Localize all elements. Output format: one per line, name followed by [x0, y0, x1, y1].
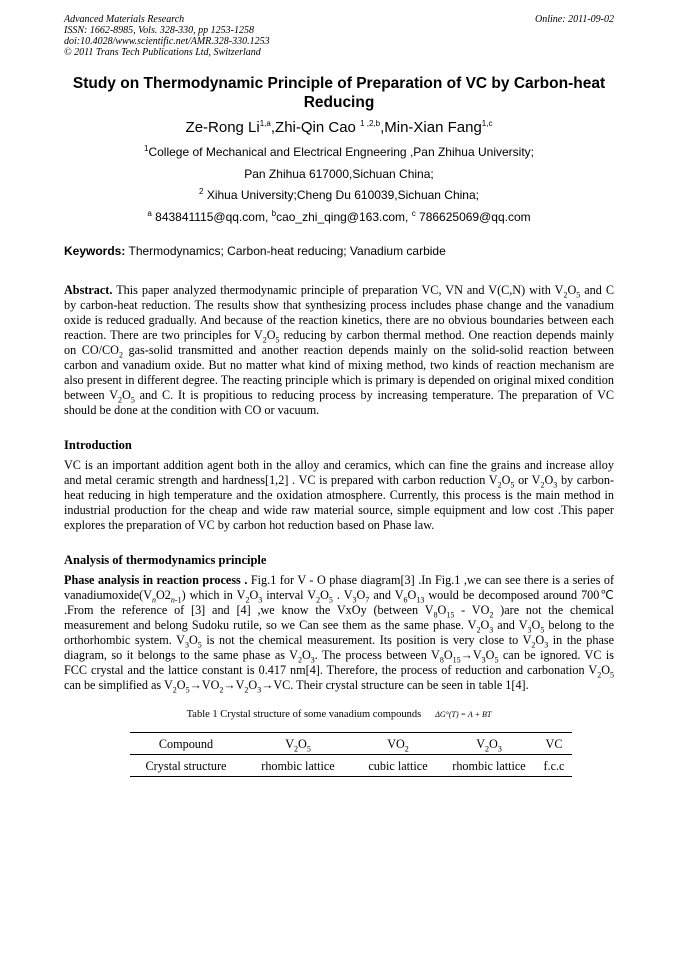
- table-header-cell: $V_2O_5$: [242, 733, 354, 755]
- table-cell: f.c.c: [536, 755, 572, 777]
- affiliation-1: $^1$College of Mechanical and Electrical Engneering ,Pan Zhihua University;: [144, 144, 534, 159]
- email-line: $^a$ 843841115@qq.com, $^b$cao_zhi_qing@163.com, $^c$ 786625069@qq.com: [147, 208, 531, 224]
- paper-title: Study on Thermodynamic Principle of Preparation of VC by Carbon-heat Reducing: [72, 75, 606, 111]
- issn-line: ISSN: 1662-8985, Vols. 328-330, pp 1253-1258: [64, 25, 254, 36]
- online-date: Online: 2011-09-02: [535, 14, 614, 25]
- table-header-cell: $VO_2$: [354, 733, 442, 755]
- table-caption: Table 1 Crystal structure of some vanadium compounds ΔG°(T) = A + BT: [186, 709, 492, 720]
- table-cell: rhombic lattice: [242, 755, 354, 777]
- copyright-line: © 2011 Trans Tech Publications Ltd, Switzerland: [64, 47, 261, 58]
- affiliation-1-city: Pan Zhihua 617000,Sichuan China;: [244, 166, 434, 181]
- phase-analysis-paragraph: Phase analysis in reaction process . Fig.1 for V - O phase diagram[3] .In Fig.1 ,we can see there is a series of $vanadiumoxide(V_nO2_{n-1})$ which in $V_2O_3$ interval $V_2O_5$ . $V_3O_7$ and $V_6O_{13}$ would be decomposed around 700℃ .From the reference of [3] and [4] ,we know the VxOy (between $V_8O_{15} - VO_2$ )are not the chemical measurement and belong Sudoku rutile, so we Can see them as the same phase. $V_2O_3$ and $V_3O_5$ belong to the orthorhombic system. $V_3O_5$ is not the chemical measurement. Its position is very close to $V_2O_3$ in the phase diagram, so it belongs to the same phase as $V_2O_3$. The process between $V_8O_{15}\to V_3O_5$ can be ignored. VC is FCC crystal and the lattice constant is 0.417 nm[4]. Therefore, the process of reduction and carbonation $V_2O_5$ can be simplified as $V_2O_5\to VO_2\to V_2O_3\to VC$. Their crystal structure can be seen in table 1[4].: [64, 573, 615, 695]
- keywords-text: Thermodynamics; Carbon-heat reducing; Vanadium carbide: [128, 244, 446, 258]
- table-cell: cubic lattice: [354, 755, 442, 777]
- table-header-cell: $V_2O_3$: [442, 733, 536, 755]
- section-heading-analysis: Analysis of thermodynamics principle: [64, 553, 267, 567]
- keywords: [64, 244, 614, 259]
- crystal-structure-table: [130, 732, 572, 777]
- author-name: Min-Xian Fang: [384, 119, 482, 136]
- table-formula: ΔG°(T) = A + BT: [435, 710, 492, 719]
- affiliations: [64, 142, 614, 228]
- abstract-label: Abstract.: [64, 283, 113, 297]
- subsection-heading: Phase analysis in reaction process .: [64, 573, 248, 587]
- author-name: Zhi-Qin Cao: [275, 119, 356, 136]
- section-heading-introduction: Introduction: [64, 438, 132, 452]
- paper-page: [64, 14, 614, 777]
- table-cell: Crystal structure: [130, 755, 242, 777]
- author-list: Ze-Rong Li$^{1,a}$,Zhi-Qin Cao $^{1 ,2,b}$,Min-Xian Fang$^{1,c}$: [185, 119, 493, 136]
- introduction-paragraph: VC is an important addition agent both in the alloy and ceramics, which can fine the grains and increase alloy and metal ceramic strength and hardness[1,2] . VC is prepared with carbon reduction $V_2O_5$ or $V_2O_3$ by carbon-heat reducing in high temperature and the oxidation atmosphere. Currently, this process is the main method in industrial production for the cheap and wide raw material source, simple equipment and low cost .This paper explores the preparation of VC by carbon hot reduction based on Phase law.: [64, 458, 615, 532]
- author-name: Ze-Rong Li: [185, 119, 260, 136]
- table-header-cell: VC: [536, 733, 572, 755]
- table-header-row: [130, 733, 572, 755]
- journal-header: [64, 14, 614, 58]
- keywords-label: Keywords:: [64, 244, 126, 258]
- doi-line: doi:10.4028/www.scientific.net/AMR.328-330.1253: [64, 36, 270, 47]
- table-row: [130, 755, 572, 777]
- abstract-paragraph: Abstract. This paper analyzed thermodynamic principle of preparation VC, VN and V(C,N) with $V_2O_5$ and C by carbon-heat reduction. The results show that synthesizing process includes phase change and the vanadium oxide is reduced gradually. And because of the reaction kinetics, there are no obvious boundaries between each reaction. There are two principles for $V_2O_5$ reducing by carbon thermal method. One reaction depends mainly on $CO/CO_2$ gas-solid transmitted and another reaction depends mainly on the solid-solid reaction between carbon and vanadium oxide. But no matter what kind of mixing method, two kinds of reaction mechanism are also present in different degree. The reacting principle which is primary is depended on original mixed condition between $V_2O_5$ and C. It is propitious to reducing process by increasing temperature. The preparation of VC should be done at the condition with CO or vacuum.: [64, 283, 615, 417]
- journal-name: Advanced Materials Research: [64, 14, 185, 25]
- affiliation-2: $^2$ Xihua University;Cheng Du 610039,Sichuan China;: [199, 187, 479, 202]
- table-header-cell: Compound: [130, 733, 242, 755]
- table-cell: rhombic lattice: [442, 755, 536, 777]
